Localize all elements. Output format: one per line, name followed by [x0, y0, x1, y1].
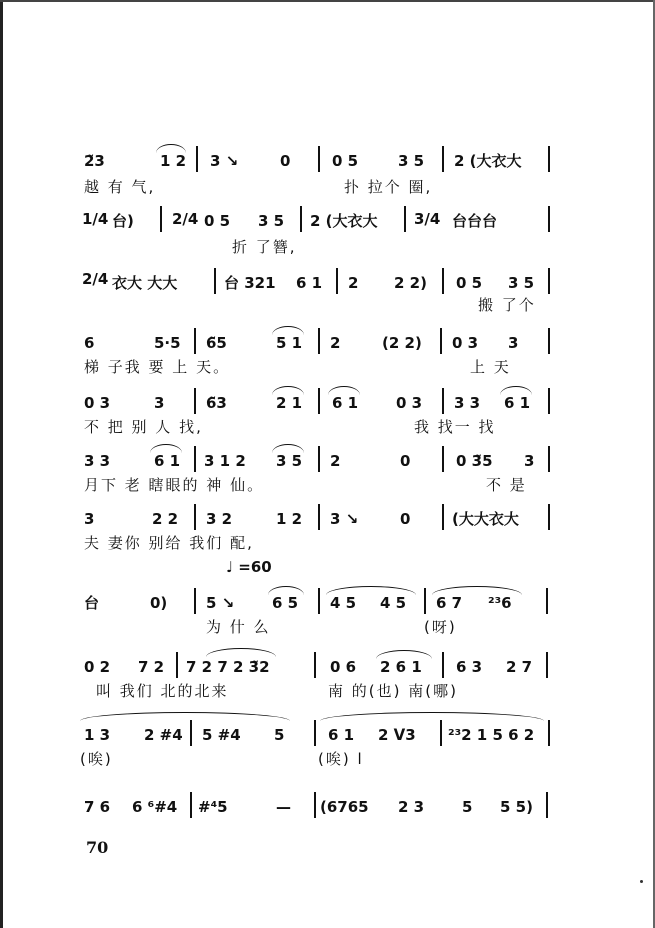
lyric-line: 月下 老 瞎眼的 神 仙。 [84, 476, 265, 494]
note-group: 0) [150, 594, 168, 612]
note-group: 0 2 [84, 658, 111, 676]
note-group: 3 5 [276, 452, 303, 470]
note-group: 2 ᐯ3 [378, 726, 416, 744]
note-group: 5 [274, 726, 285, 744]
note-group: 1 2 [276, 510, 303, 528]
note-group: 0 3 [84, 394, 111, 412]
note-group: 3 3 [84, 452, 111, 470]
bar-line [194, 328, 196, 354]
lyric-line: 夫 妻你 别给 我们 配, [84, 534, 254, 552]
bar-line [336, 268, 338, 294]
music-system-1 [0, 140, 655, 196]
bar-line [194, 504, 196, 530]
note-group: 3 [524, 452, 535, 470]
note-group: 3 3 [454, 394, 481, 412]
note-group: 3 [154, 394, 165, 412]
bar-line [318, 446, 320, 472]
bar-line [214, 268, 216, 294]
note-group: 2̃3 [84, 152, 105, 170]
note-group: 2 [330, 452, 341, 470]
lyric-line: 扑 拉个 圈, [344, 178, 433, 196]
bar-line [442, 504, 444, 530]
note-group: 3 1 2 [204, 452, 246, 470]
note-group: 5 [462, 798, 473, 816]
bar-line [442, 146, 444, 172]
music-system-6 [0, 442, 655, 498]
note-group: 0 6 [330, 658, 357, 676]
lyric-line: 上 天 [470, 358, 511, 376]
note-group: 6 1 [328, 726, 355, 744]
music-system-3 [0, 264, 655, 320]
note-group: 2 1 [276, 394, 303, 412]
note-group: 衣大 大大 [112, 274, 178, 292]
note-group: 0 5 [332, 152, 359, 170]
note-group: 3 ↘ [210, 152, 239, 170]
bar-line [314, 792, 316, 818]
slur-mark [80, 712, 290, 721]
note-group: 2 7 [506, 658, 533, 676]
note-group: 2 6 1 [380, 658, 422, 676]
note-group: 6 ⁶#4 [132, 798, 178, 816]
note-group: 3 5 [398, 152, 425, 170]
note-group: 0 3 [396, 394, 423, 412]
lyric-line: 越 有 气, [84, 178, 156, 196]
bar-line [440, 328, 442, 354]
lyric-line: 南 的(也) 南(哪) [328, 682, 458, 700]
bar-line [194, 446, 196, 472]
note-group: 2 #4 [144, 726, 183, 744]
music-system-4 [0, 322, 655, 378]
note-group: 0 5 [456, 274, 483, 292]
note-group: 7 2 7 2 3̃2 [186, 658, 270, 676]
note-group: 0 [280, 152, 291, 170]
lyric-line: 叫 我们 北的北来 [96, 682, 229, 700]
note-group: (6765 [320, 798, 369, 816]
tempo-marking: ♩ =60 [226, 558, 272, 576]
bar-line [442, 446, 444, 472]
bar-line [442, 388, 444, 414]
note-group: — [276, 798, 291, 816]
bar-line [314, 652, 316, 678]
music-system-11 [0, 786, 655, 842]
lyric-line: 为 什 么 [206, 618, 271, 636]
print-speck [640, 880, 643, 883]
note-group: 3 5 [258, 212, 285, 230]
note-group: ²³2 1 5 6 2 [448, 726, 535, 744]
lyric-line: (唉) l [318, 750, 364, 768]
note-group: 6 1 [296, 274, 323, 292]
bar-line [318, 388, 320, 414]
bar-line [424, 588, 426, 614]
note-group: 5 #4 [202, 726, 241, 744]
bar-line [442, 652, 444, 678]
bar-line [548, 268, 550, 294]
slur-mark [206, 648, 276, 657]
bar-line [548, 720, 550, 746]
slur-mark [320, 712, 544, 721]
note-group: ²³6 [488, 594, 512, 612]
bar-line [548, 146, 550, 172]
note-group: 1 2 [160, 152, 187, 170]
bar-line [196, 146, 198, 172]
note-group: 2 2) [394, 274, 427, 292]
music-system-8 [0, 584, 655, 640]
note-group: 7 6 [84, 798, 111, 816]
lyric-line: 梯 子我 要 上 天。 [84, 358, 231, 376]
lyric-line: (唉) [80, 750, 113, 768]
lyric-line: 折 了簪, [232, 238, 297, 256]
note-group: 6 5 [272, 594, 299, 612]
note-group: 3 2 [206, 510, 233, 528]
note-group: 2 [330, 334, 341, 352]
music-system-7 [0, 500, 655, 556]
note-group: 3 5 [508, 274, 535, 292]
note-group: 4 5 [330, 594, 357, 612]
note-group: 6 7 [436, 594, 463, 612]
time-signature: 2/4 [172, 210, 199, 228]
note-group: 5 5) [500, 798, 533, 816]
bar-line [190, 720, 192, 746]
bar-line [548, 446, 550, 472]
note-group: 6 3 [456, 658, 483, 676]
note-group: 台 [84, 594, 100, 612]
time-signature: 3/4 [414, 210, 441, 228]
note-group: 3 [508, 334, 519, 352]
note-group: 2 2 [152, 510, 179, 528]
music-system-10 [0, 712, 655, 768]
bar-line [160, 206, 162, 232]
bar-line [546, 652, 548, 678]
bar-line [176, 652, 178, 678]
note-group: 2 (大衣大 [454, 152, 522, 170]
note-group: 0 5 [204, 212, 231, 230]
page-top-edge [0, 0, 655, 2]
note-group: 台台台 [452, 212, 498, 230]
bar-line [318, 588, 320, 614]
music-system-5 [0, 384, 655, 440]
lyric-line: 不 把 别 人 找, [84, 418, 203, 436]
note-group: 4 5 [380, 594, 407, 612]
note-group: 6 [84, 334, 95, 352]
bar-line [300, 206, 302, 232]
bar-line [190, 792, 192, 818]
note-group: 6̃5 [206, 334, 227, 352]
bar-line [194, 388, 196, 414]
bar-line [442, 268, 444, 294]
note-group: 0 [400, 510, 411, 528]
lyric-line: (呀) [424, 618, 457, 636]
bar-line [548, 206, 550, 232]
note-group: (大大衣大 [452, 510, 519, 528]
note-group: 2 3 [398, 798, 425, 816]
time-signature: 1/4 [82, 210, 109, 228]
note-group: (2 2) [382, 334, 422, 352]
bar-line [440, 720, 442, 746]
note-group: 3 [84, 510, 95, 528]
bar-line [548, 328, 550, 354]
note-group: 7 2 [138, 658, 165, 676]
bar-line [314, 720, 316, 746]
note-group: 6 1 [504, 394, 531, 412]
note-group: 0 [400, 452, 411, 470]
bar-line [548, 504, 550, 530]
note-group: 6̃3 [206, 394, 227, 412]
note-group: 5·5 [154, 334, 181, 352]
note-group: 6 1 [332, 394, 359, 412]
lyric-line: 不 是 [486, 476, 527, 494]
page-number: 70 [86, 838, 109, 857]
note-group: 台 321 [224, 274, 276, 292]
note-group: 5 1 [276, 334, 303, 352]
note-group: 1 3 [84, 726, 111, 744]
note-group: #⁴5 [198, 798, 228, 816]
note-group: 2 [348, 274, 359, 292]
note-group: 3 ↘ [330, 510, 359, 528]
bar-line [318, 328, 320, 354]
music-system-9 [0, 648, 655, 704]
lyric-line: 搬 了个 [478, 296, 536, 314]
bar-line [548, 388, 550, 414]
bar-line [194, 588, 196, 614]
music-system-2 [0, 200, 655, 256]
lyric-line: 我 找一 找 [414, 418, 496, 436]
time-signature: 2/4 [82, 270, 109, 288]
bar-line [546, 792, 548, 818]
note-group: 0 3̃5 [456, 452, 493, 470]
note-group: 5 ↘ [206, 594, 235, 612]
note-group: 2 (大衣大 [310, 212, 378, 230]
bar-line [546, 588, 548, 614]
bar-line [318, 504, 320, 530]
bar-line [318, 146, 320, 172]
note-group: 6 1 [154, 452, 181, 470]
note-group: 0 3 [452, 334, 479, 352]
note-group: 台) [112, 212, 134, 230]
bar-line [404, 206, 406, 232]
